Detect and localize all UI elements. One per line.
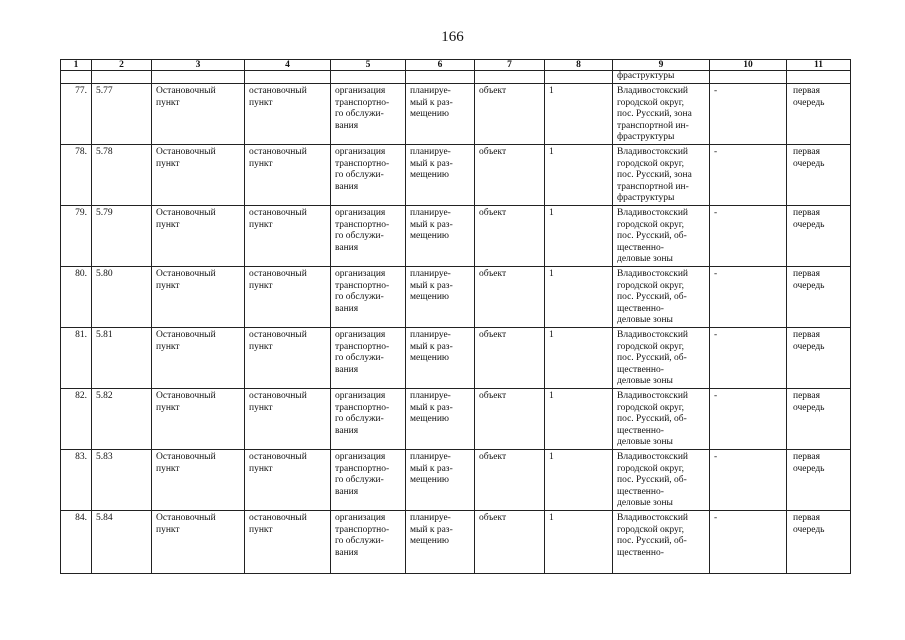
table-row	[61, 84, 851, 145]
objects-table	[60, 59, 851, 574]
cell-object-type: остановочный пункт	[245, 389, 331, 450]
cell-object-purpose: организация транспортно- го обслужи- вания	[331, 84, 406, 145]
cell-object-location: Владивостокский городской округ, пос. Русский, зона транспортной ин- фраструктуры	[613, 84, 710, 145]
cell-measure-unit: объект	[475, 84, 545, 145]
cell-zone-characteristics: -	[710, 389, 787, 450]
cell-object-status: планируе- мый к раз- мещению	[406, 511, 475, 574]
cell-object-type: остановочный пункт	[245, 267, 331, 328]
cell-object-status: планируе- мый к раз- мещению	[406, 84, 475, 145]
cell-measure-unit: объект	[475, 328, 545, 389]
cell-implementation-stage: первая очередь	[787, 145, 851, 206]
cell-measure-unit: объект	[475, 267, 545, 328]
cell-object-status: планируе- мый к раз- мещению	[406, 267, 475, 328]
table-cell	[245, 71, 331, 84]
cell-object-code: 5.84	[92, 511, 152, 574]
table-row	[61, 267, 851, 328]
table-cell	[787, 71, 851, 84]
table-cell	[152, 71, 245, 84]
cell-object-name: Остановочный пункт	[152, 328, 245, 389]
cell-object-type: остановочный пункт	[245, 450, 331, 511]
cell-row-number: 81.	[61, 328, 92, 389]
cell-object-type: остановочный пункт	[245, 328, 331, 389]
cell-object-code: 5.78	[92, 145, 152, 206]
column-header: 11	[787, 60, 851, 71]
table-row	[61, 450, 851, 511]
cell-row-number: 82.	[61, 389, 92, 450]
cell-implementation-stage: первая очередь	[787, 84, 851, 145]
cell-implementation-stage: первая очередь	[787, 511, 851, 574]
cell-object-name: Остановочный пункт	[152, 389, 245, 450]
table-cell	[61, 71, 92, 84]
cell-row-number: 79.	[61, 206, 92, 267]
table-cell-location: фраструктуры	[613, 71, 710, 84]
cell-quantity: 1	[545, 328, 613, 389]
column-header: 7	[475, 60, 545, 71]
cell-object-location: Владивостокский городской округ, пос. Русский, об- щественно- деловые зоны	[613, 328, 710, 389]
cell-measure-unit: объект	[475, 511, 545, 574]
table-cell	[331, 71, 406, 84]
table-row	[61, 328, 851, 389]
cell-object-status: планируе- мый к раз- мещению	[406, 206, 475, 267]
cell-object-name: Остановочный пункт	[152, 145, 245, 206]
cell-object-type: остановочный пункт	[245, 145, 331, 206]
cell-quantity: 1	[545, 145, 613, 206]
cell-object-status: планируе- мый к раз- мещению	[406, 328, 475, 389]
cell-object-code: 5.77	[92, 84, 152, 145]
cell-object-status: планируе- мый к раз- мещению	[406, 389, 475, 450]
cell-row-number: 78.	[61, 145, 92, 206]
cell-object-name: Остановочный пункт	[152, 206, 245, 267]
cell-implementation-stage: первая очередь	[787, 328, 851, 389]
cell-measure-unit: объект	[475, 145, 545, 206]
cell-object-location: Владивостокский городской округ, пос. Русский, об- щественно- деловые зоны	[613, 206, 710, 267]
table-row	[61, 511, 851, 574]
table-row	[61, 206, 851, 267]
table-row	[61, 389, 851, 450]
table-cell	[710, 71, 787, 84]
cell-object-status: планируе- мый к раз- мещению	[406, 145, 475, 206]
cell-measure-unit: объект	[475, 206, 545, 267]
cell-zone-characteristics: -	[710, 84, 787, 145]
cell-implementation-stage: первая очередь	[787, 206, 851, 267]
table-header-row	[61, 60, 851, 71]
cell-object-location: Владивостокский городской округ, пос. Русский, зона транспортной ин- фраструктуры	[613, 145, 710, 206]
continuation-row	[61, 71, 851, 84]
cell-quantity: 1	[545, 206, 613, 267]
column-header: 8	[545, 60, 613, 71]
cell-object-purpose: организация транспортно- го обслужи- вания	[331, 450, 406, 511]
cell-object-location: Владивостокский городской округ, пос. Русский, об- щественно- деловые зоны	[613, 389, 710, 450]
cell-zone-characteristics: -	[710, 511, 787, 574]
cell-quantity: 1	[545, 450, 613, 511]
table-cell	[92, 71, 152, 84]
cell-quantity: 1	[545, 267, 613, 328]
cell-object-location: Владивостокский городской округ, пос. Русский, об- щественно- деловые зоны	[613, 267, 710, 328]
column-header: 4	[245, 60, 331, 71]
column-header: 10	[710, 60, 787, 71]
cell-measure-unit: объект	[475, 389, 545, 450]
cell-object-type: остановочный пункт	[245, 511, 331, 574]
cell-measure-unit: объект	[475, 450, 545, 511]
cell-object-purpose: организация транспортно- го обслужи- вания	[331, 206, 406, 267]
cell-object-type: остановочный пункт	[245, 206, 331, 267]
cell-zone-characteristics: -	[710, 206, 787, 267]
cell-object-purpose: организация транспортно- го обслужи- вания	[331, 511, 406, 574]
cell-object-status: планируе- мый к раз- мещению	[406, 450, 475, 511]
cell-row-number: 83.	[61, 450, 92, 511]
cell-quantity: 1	[545, 84, 613, 145]
cell-row-number: 80.	[61, 267, 92, 328]
table-row	[61, 145, 851, 206]
cell-object-code: 5.82	[92, 389, 152, 450]
table-cell	[545, 71, 613, 84]
cell-row-number: 77.	[61, 84, 92, 145]
cell-object-code: 5.79	[92, 206, 152, 267]
column-header: 2	[92, 60, 152, 71]
cell-object-name: Остановочный пункт	[152, 267, 245, 328]
cell-zone-characteristics: -	[710, 145, 787, 206]
column-header: 5	[331, 60, 406, 71]
table-cell	[475, 71, 545, 84]
page-number: 166	[441, 29, 464, 45]
column-header: 9	[613, 60, 710, 71]
cell-object-purpose: организация транспортно- го обслужи- вания	[331, 145, 406, 206]
cell-zone-characteristics: -	[710, 267, 787, 328]
cell-implementation-stage: первая очередь	[787, 267, 851, 328]
cell-object-location: Владивостокский городской округ, пос. Русский, об- щественно- деловые зоны	[613, 450, 710, 511]
cell-object-purpose: организация транспортно- го обслужи- вания	[331, 389, 406, 450]
cell-quantity: 1	[545, 389, 613, 450]
cell-object-code: 5.80	[92, 267, 152, 328]
cell-implementation-stage: первая очередь	[787, 389, 851, 450]
cell-object-code: 5.83	[92, 450, 152, 511]
cell-row-number: 84.	[61, 511, 92, 574]
cell-object-name: Остановочный пункт	[152, 450, 245, 511]
cell-object-name: Остановочный пункт	[152, 84, 245, 145]
cell-quantity: 1	[545, 511, 613, 574]
cell-zone-characteristics: -	[710, 450, 787, 511]
cell-object-code: 5.81	[92, 328, 152, 389]
cell-object-purpose: организация транспортно- го обслужи- вания	[331, 328, 406, 389]
column-header: 1	[61, 60, 92, 71]
cell-implementation-stage: первая очередь	[787, 450, 851, 511]
cell-object-type: остановочный пункт	[245, 84, 331, 145]
cell-object-location: Владивостокский городской округ, пос. Русский, об- щественно-	[613, 511, 710, 574]
cell-zone-characteristics: -	[710, 328, 787, 389]
column-header: 6	[406, 60, 475, 71]
cell-object-purpose: организация транспортно- го обслужи- вания	[331, 267, 406, 328]
table-cell	[406, 71, 475, 84]
cell-object-name: Остановочный пункт	[152, 511, 245, 574]
column-header: 3	[152, 60, 245, 71]
